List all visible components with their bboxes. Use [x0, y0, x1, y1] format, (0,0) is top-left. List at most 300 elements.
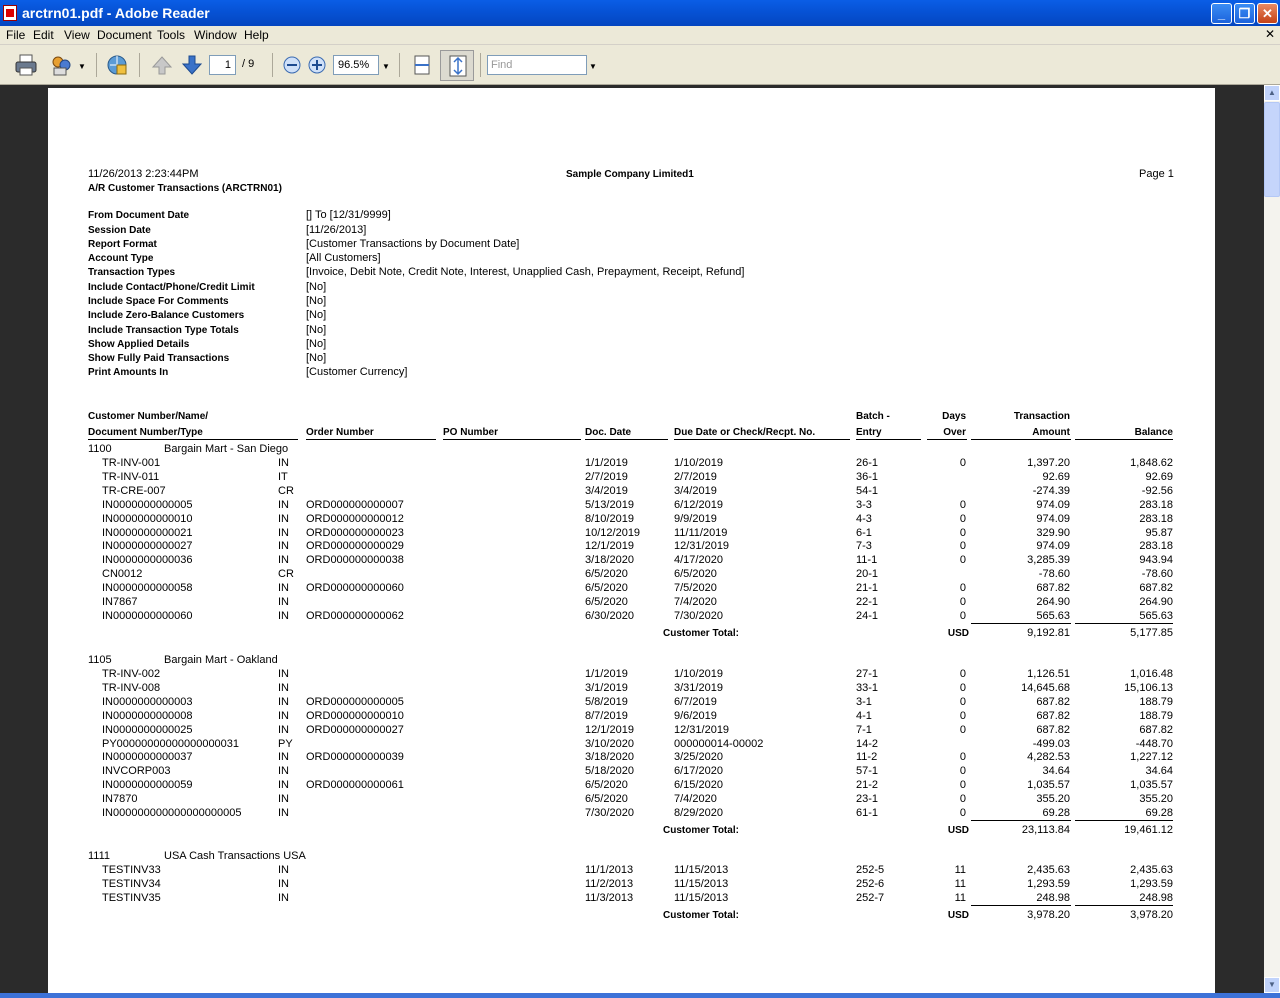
order-number: ORD000000000061: [306, 779, 404, 792]
batch-entry: 21-1: [856, 582, 879, 595]
total-balance: 3,978.20: [1130, 908, 1173, 921]
doc-date: 6/5/2020: [585, 582, 628, 595]
param-value: [] To [12/31/9999]: [306, 209, 391, 221]
report-subtitle: A/R Customer Transactions (ARCTRN01): [88, 183, 282, 194]
fit-width-icon[interactable]: [410, 53, 434, 77]
menu-file[interactable]: File: [6, 28, 26, 42]
menu-tools[interactable]: Tools: [157, 28, 186, 42]
batch-entry: 24-1: [856, 609, 879, 622]
toolbar: [0, 45, 1280, 85]
days-over: 0: [959, 596, 966, 608]
close-button[interactable]: ✕: [1257, 3, 1278, 24]
balance: -448.70: [1135, 737, 1173, 750]
doc-date: 1/1/2019: [585, 668, 628, 680]
underline: [971, 905, 1071, 906]
document-number: PY00000000000000000031: [102, 737, 240, 750]
due-date: 11/15/2013: [674, 891, 729, 904]
taskbar-strip: [0, 993, 1280, 998]
balance: 264.90: [1139, 596, 1173, 608]
batch-entry: 252-6: [856, 877, 885, 890]
balance: 283.18: [1139, 540, 1173, 553]
days-over: 0: [959, 582, 966, 595]
doc-date: 3/18/2020: [585, 554, 634, 567]
document-type: IN: [278, 554, 289, 567]
param-label: Print Amounts In: [88, 367, 169, 378]
menu-bar: [0, 26, 1280, 45]
document-number: IN0000000000037: [102, 751, 193, 764]
transaction-amount: -499.03: [1032, 737, 1070, 750]
document-number: IN0000000000005: [102, 498, 193, 511]
balance: 95.87: [1145, 526, 1173, 539]
doc-date: 3/1/2019: [585, 681, 628, 694]
scroll-up-icon[interactable]: ▲: [1264, 85, 1280, 101]
param-label: Account Type: [88, 253, 154, 264]
param-value: [Customer Currency]: [306, 366, 408, 378]
document-type: IN: [278, 668, 289, 680]
doc-date: 12/1/2019: [585, 723, 634, 736]
batch-entry: 3-1: [856, 695, 872, 708]
doc-date: 12/1/2019: [585, 540, 634, 553]
doc-date: 6/5/2020: [585, 596, 628, 608]
scroll-thumb[interactable]: [1264, 102, 1280, 197]
balance: 15,106.13: [1124, 681, 1173, 694]
batch-entry: 20-1: [856, 568, 879, 581]
header-amount: Amount: [1032, 427, 1070, 438]
doc-date: 5/18/2020: [585, 765, 634, 778]
doc-date: 8/7/2019: [585, 709, 628, 722]
due-date: 6/17/2020: [674, 765, 723, 778]
header-days: Days: [942, 411, 966, 422]
doc-date: 7/30/2020: [585, 807, 634, 819]
batch-entry: 6-1: [856, 526, 872, 539]
balance: 943.94: [1139, 554, 1173, 567]
due-date: 6/5/2020: [674, 568, 717, 581]
order-number: ORD000000000027: [306, 723, 404, 736]
document-number: IN0000000000036: [102, 554, 193, 567]
due-date: 2/7/2019: [674, 470, 717, 483]
scroll-down-icon[interactable]: ▼: [1264, 977, 1280, 993]
doc-date: 1/1/2019: [585, 457, 628, 469]
balance: 188.79: [1139, 709, 1173, 722]
days-over: 0: [959, 695, 966, 708]
batch-entry: 22-1: [856, 596, 879, 608]
days-over: 0: [959, 526, 966, 539]
header-over: Over: [943, 427, 966, 438]
document-number: TESTINV33: [102, 864, 161, 876]
transaction-amount: 248.98: [1036, 891, 1070, 904]
days-over: 11: [954, 877, 966, 890]
due-date: 11/15/2013: [674, 864, 729, 876]
document-type: IN: [278, 709, 289, 722]
transaction-amount: 2,435.63: [1027, 864, 1070, 876]
doc-date: 2/7/2019: [585, 470, 628, 483]
transaction-amount: 329.90: [1036, 526, 1070, 539]
doc-date: 5/13/2019: [585, 498, 634, 511]
doc-date: 11/3/2013: [585, 891, 634, 904]
menu-edit[interactable]: Edit: [33, 28, 54, 42]
days-over: 0: [959, 709, 966, 722]
chevron-down-icon[interactable]: ▼: [78, 62, 86, 71]
customer-number: 1105: [88, 654, 112, 666]
page-total: / 9: [242, 58, 255, 70]
vertical-scrollbar[interactable]: [1264, 85, 1280, 995]
balance: 1,016.48: [1130, 668, 1173, 680]
batch-entry: 33-1: [856, 681, 879, 694]
menu-document[interactable]: Document: [97, 28, 152, 42]
due-date: 3/31/2019: [674, 681, 723, 694]
document-type: IN: [278, 807, 289, 819]
underline: [971, 623, 1071, 624]
due-date: 12/31/2019: [674, 723, 730, 736]
days-over: 0: [959, 793, 966, 806]
document-number: TR-INV-002: [102, 668, 161, 680]
batch-entry: 14-2: [856, 737, 879, 750]
order-number: ORD000000000039: [306, 751, 404, 764]
zoom-input[interactable]: 96.5%: [333, 55, 379, 75]
title-bar: [0, 0, 1280, 26]
batch-entry: 252-5: [856, 864, 885, 876]
document-type: IN: [278, 723, 289, 736]
doc-date: 5/8/2019: [585, 695, 628, 708]
document-type: IN: [278, 765, 289, 778]
total-amount: 9,192.81: [1027, 626, 1070, 639]
balance: 283.18: [1139, 498, 1173, 511]
transaction-amount: -274.39: [1032, 484, 1070, 497]
param-value: [11/26/2013]: [306, 224, 367, 236]
due-date: 1/10/2019: [674, 668, 723, 680]
find-input[interactable]: Find: [487, 55, 587, 75]
doc-date: 3/4/2019: [585, 484, 628, 497]
order-number: ORD000000000023: [306, 526, 404, 539]
header-order: Order Number: [306, 427, 374, 438]
param-label: From Document Date: [88, 210, 190, 221]
transaction-amount: 565.63: [1036, 609, 1070, 622]
minimize-button[interactable]: _: [1211, 3, 1232, 24]
doc-date: 10/12/2019: [585, 526, 641, 539]
transaction-amount: 264.90: [1036, 596, 1070, 608]
transaction-amount: 4,282.53: [1027, 751, 1070, 764]
document-number: IN0000000000027: [102, 540, 193, 553]
order-number: ORD000000000029: [306, 540, 404, 553]
customer-name: USA Cash Transactions USA: [164, 850, 306, 862]
document-number: IN7867: [102, 596, 138, 608]
param-value: [No]: [306, 309, 327, 321]
due-date: 7/4/2020: [674, 596, 717, 608]
doc-date: 3/10/2020: [585, 737, 634, 750]
balance: 92.69: [1145, 470, 1173, 483]
total-balance: 19,461.12: [1124, 823, 1173, 836]
page-label: Page 1: [1139, 168, 1174, 180]
document-number: IN0000000000059: [102, 779, 193, 792]
due-date: 9/9/2019: [674, 512, 717, 525]
param-label: Report Format: [88, 239, 157, 250]
batch-entry: 54-1: [856, 484, 879, 497]
param-label: Include Space For Comments: [88, 296, 229, 307]
customer-name: Bargain Mart - Oakland: [164, 654, 278, 666]
document-type: IN: [278, 526, 289, 539]
due-date: 7/5/2020: [674, 582, 717, 595]
days-over: 0: [959, 807, 966, 819]
header-due-date: Due Date or Check/Recpt. No.: [674, 427, 816, 438]
header-customer: Customer Number/Name/: [88, 411, 209, 422]
customer-number: 1111: [88, 850, 111, 862]
due-date: 11/15/2013: [674, 877, 729, 890]
param-label: Show Applied Details: [88, 339, 190, 350]
batch-entry: 61-1: [856, 807, 879, 819]
total-amount: 3,978.20: [1027, 908, 1070, 921]
document-number: IN7870: [102, 793, 138, 806]
batch-entry: 57-1: [856, 765, 879, 778]
balance: -78.60: [1141, 568, 1173, 581]
document-number: TR-INV-011: [102, 470, 160, 483]
days-over: 0: [959, 751, 966, 764]
document-number: INVCORP003: [102, 765, 171, 778]
balance: -92.56: [1141, 484, 1173, 497]
transaction-amount: 1,035.57: [1027, 779, 1070, 792]
balance: 1,035.57: [1130, 779, 1173, 792]
transaction-amount: 687.82: [1036, 709, 1070, 722]
close-document-icon[interactable]: ✕: [1264, 27, 1275, 41]
document-number: CN0012: [102, 568, 143, 581]
currency: USD: [947, 909, 969, 921]
days-over: 0: [959, 457, 966, 469]
param-label: Show Fully Paid Transactions: [88, 353, 230, 364]
menu-view[interactable]: View: [64, 28, 90, 42]
header-transaction: Transaction: [1013, 411, 1070, 422]
batch-entry: 27-1: [856, 668, 879, 680]
doc-date: 6/5/2020: [585, 568, 628, 581]
param-value: [No]: [306, 352, 327, 364]
page-number-input[interactable]: 1: [209, 55, 236, 75]
transaction-amount: 14,645.68: [1021, 681, 1070, 694]
document-type: IN: [278, 695, 289, 708]
transaction-amount: -78.60: [1038, 568, 1070, 581]
document-number: TESTINV34: [102, 877, 161, 890]
balance: 1,293.59: [1130, 877, 1173, 890]
doc-date: 11/2/2013: [585, 877, 634, 890]
batch-entry: 11-2: [856, 751, 878, 764]
currency: USD: [947, 627, 969, 639]
param-label: Include Transaction Type Totals: [88, 325, 239, 336]
header-balance: Balance: [1134, 427, 1173, 438]
days-over: 0: [959, 723, 966, 736]
window-title: arctrn01.pdf - Adobe Reader: [22, 5, 210, 21]
transaction-amount: 974.09: [1036, 512, 1070, 525]
due-date: 000000014-00002: [674, 737, 764, 750]
param-value: [No]: [306, 338, 327, 350]
transaction-amount: 92.69: [1042, 470, 1070, 483]
underline: [1075, 623, 1173, 624]
underline: [1075, 820, 1173, 821]
balance: 2,435.63: [1130, 864, 1173, 876]
customer-number: 1100: [88, 443, 112, 455]
doc-date: 6/5/2020: [585, 793, 628, 806]
balance: 69.28: [1145, 807, 1173, 819]
header-document: Document Number/Type: [88, 427, 203, 438]
document-number: TR-INV-008: [102, 681, 161, 694]
batch-entry: 252-7: [856, 891, 885, 904]
maximize-button[interactable]: ❐: [1234, 3, 1255, 24]
param-value: [Customer Transactions by Document Date]: [306, 238, 520, 250]
document-number: IN0000000000010: [102, 512, 193, 525]
order-number: ORD000000000060: [306, 582, 404, 595]
order-number: ORD000000000038: [306, 554, 404, 567]
batch-entry: 3-3: [856, 498, 872, 511]
document-type: IN: [278, 891, 289, 904]
chevron-down-icon[interactable]: ▼: [382, 62, 390, 71]
document-number: IN0000000000021: [102, 526, 193, 539]
document-type: IN: [278, 582, 289, 595]
due-date: 8/29/2020: [674, 807, 723, 819]
batch-entry: 7-1: [856, 723, 872, 736]
fit-page-icon: [446, 54, 470, 78]
transaction-amount: 3,285.39: [1027, 554, 1070, 567]
due-date: 6/15/2020: [674, 779, 723, 792]
param-label: Include Contact/Phone/Credit Limit: [88, 282, 255, 293]
param-value: [No]: [306, 295, 327, 307]
batch-entry: 21-2: [856, 779, 879, 792]
balance: 1,848.62: [1130, 457, 1173, 469]
due-date: 11/11/2019: [674, 526, 728, 539]
param-value: [All Customers]: [306, 252, 381, 264]
header-entry: Entry: [856, 427, 882, 438]
balance: 1,227.12: [1130, 751, 1173, 764]
batch-entry: 11-1: [856, 554, 878, 567]
batch-entry: 4-1: [856, 709, 872, 722]
document-number: IN0000000000058: [102, 582, 193, 595]
document-type: IN: [278, 596, 289, 608]
document-number: IN0000000000003: [102, 695, 193, 708]
total-amount: 23,113.84: [1021, 823, 1070, 836]
param-value: [No]: [306, 281, 327, 293]
previous-page-icon[interactable]: [150, 53, 174, 77]
document-viewport[interactable]: [0, 85, 1264, 995]
doc-date: 11/1/2013: [585, 864, 634, 876]
days-over: 0: [959, 765, 966, 778]
batch-entry: 4-3: [856, 512, 872, 525]
document-number: IN0000000000060: [102, 609, 193, 622]
zoom-in-icon[interactable]: [307, 55, 327, 75]
header-po: PO Number: [443, 427, 499, 438]
header-batch: Batch -: [856, 411, 890, 422]
transaction-amount: 355.20: [1036, 793, 1070, 806]
print-icon[interactable]: [14, 53, 38, 77]
doc-date: 8/10/2019: [585, 512, 634, 525]
due-date: 1/10/2019: [674, 457, 723, 469]
next-page-icon[interactable]: [180, 53, 204, 77]
param-label: Include Zero-Balance Customers: [88, 310, 245, 321]
due-date: 3/25/2020: [674, 751, 723, 764]
document-type: IN: [278, 864, 289, 876]
document-type: IN: [278, 457, 289, 469]
total-balance: 5,177.85: [1130, 626, 1173, 639]
currency: USD: [947, 824, 969, 836]
due-date: 7/4/2020: [674, 793, 717, 806]
days-over: 0: [959, 540, 966, 553]
due-date: 3/4/2019: [674, 484, 717, 497]
customer-total-label: Customer Total:: [663, 824, 739, 836]
document-number: TESTINV35: [102, 891, 161, 904]
order-number: ORD000000000010: [306, 709, 404, 722]
pdf-app-icon: [3, 5, 17, 21]
transaction-amount: 687.82: [1036, 582, 1070, 595]
batch-entry: 26-1: [856, 457, 879, 469]
document-type: IN: [278, 609, 289, 622]
transaction-amount: 687.82: [1036, 695, 1070, 708]
customer-total-label: Customer Total:: [663, 627, 739, 639]
days-over: 0: [959, 779, 966, 792]
days-over: 0: [959, 681, 966, 694]
transaction-amount: 1,293.59: [1027, 877, 1070, 890]
report-datetime: 11/26/2013 2:23:44PM: [88, 168, 199, 180]
transaction-amount: 974.09: [1036, 540, 1070, 553]
document-type: IN: [278, 779, 289, 792]
batch-entry: 36-1: [856, 470, 879, 483]
days-over: 11: [954, 864, 966, 876]
order-number: ORD000000000007: [306, 498, 404, 511]
transaction-amount: 1,397.20: [1027, 457, 1070, 469]
document-number: IN000000000000000000005: [102, 807, 242, 819]
transaction-amount: 34.64: [1042, 765, 1070, 778]
document-number: IN0000000000025: [102, 723, 193, 736]
transaction-amount: 1,126.51: [1027, 668, 1070, 680]
param-label: Session Date: [88, 225, 151, 236]
collaborate-icon[interactable]: [50, 53, 74, 77]
due-date: 9/6/2019: [674, 709, 717, 722]
balance: 687.82: [1139, 582, 1173, 595]
document-type: IN: [278, 793, 289, 806]
document-number: TR-CRE-007: [102, 484, 166, 497]
days-over: 0: [959, 668, 966, 680]
days-over: 0: [959, 554, 966, 567]
security-globe-icon[interactable]: [105, 53, 129, 77]
document-type: PY: [278, 737, 293, 750]
balance: 248.98: [1139, 891, 1173, 904]
menu-help[interactable]: Help: [244, 28, 269, 42]
document-type: IN: [278, 877, 289, 890]
menu-window[interactable]: Window: [194, 28, 237, 42]
customer-name: Bargain Mart - San Diego: [164, 443, 289, 455]
days-over: 0: [959, 498, 966, 511]
doc-date: 6/30/2020: [585, 609, 634, 622]
balance: 355.20: [1139, 793, 1173, 806]
due-date: 12/31/2019: [674, 540, 730, 553]
due-date: 4/17/2020: [674, 554, 723, 567]
chevron-down-icon[interactable]: ▼: [589, 62, 597, 71]
doc-date: 3/18/2020: [585, 751, 634, 764]
transaction-amount: 687.82: [1036, 723, 1070, 736]
doc-date: 6/5/2020: [585, 779, 628, 792]
header-doc-date: Doc. Date: [585, 427, 632, 438]
document-type: IN: [278, 512, 289, 525]
due-date: 7/30/2020: [674, 609, 723, 622]
document-type: CR: [278, 568, 294, 581]
pdf-page: [48, 88, 1215, 995]
document-number: IN0000000000008: [102, 709, 193, 722]
batch-entry: 23-1: [856, 793, 879, 806]
transaction-amount: 974.09: [1036, 498, 1070, 511]
zoom-out-icon[interactable]: [282, 55, 302, 75]
transaction-amount: 69.28: [1042, 807, 1070, 819]
document-number: TR-INV-001: [102, 457, 161, 469]
fit-page-toggle[interactable]: [440, 50, 474, 81]
days-over: 11: [954, 891, 966, 904]
underline: [971, 820, 1071, 821]
param-value: [Invoice, Debit Note, Credit Note, Interest, Unapplied Cash, Prepayment, Receipt, Refund]: [306, 266, 745, 278]
order-number: ORD000000000012: [306, 512, 404, 525]
balance: 188.79: [1139, 695, 1173, 708]
document-type: IN: [278, 540, 289, 553]
